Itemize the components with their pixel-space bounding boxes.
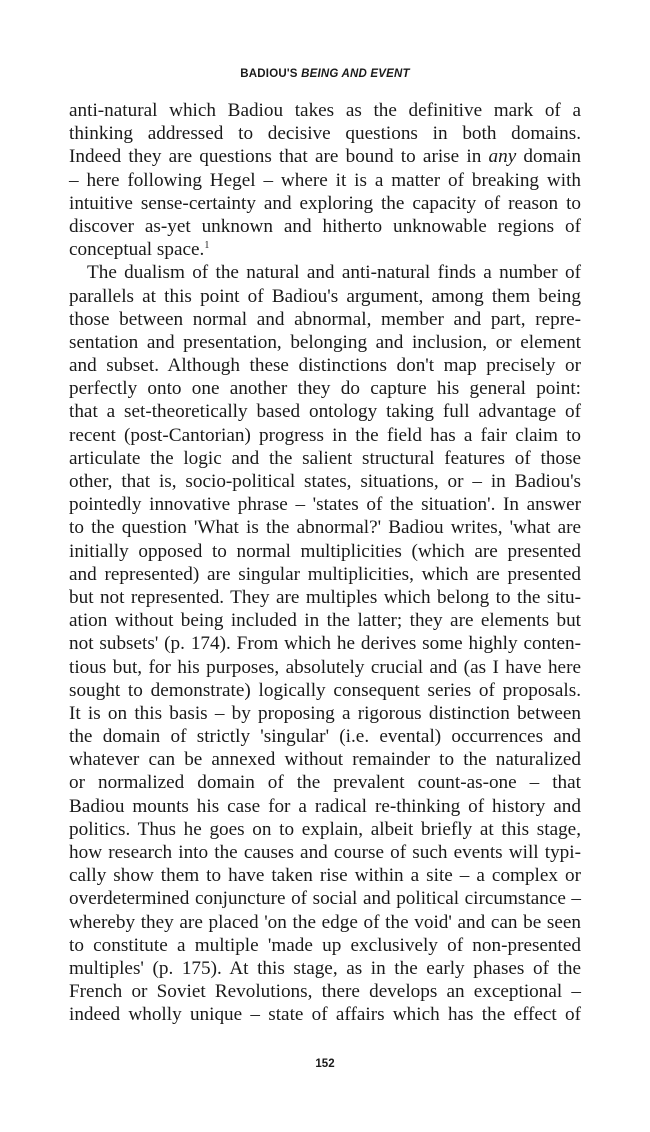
text-line: – here following Hegel – where it is a matter of breaking with [69,169,581,191]
text-line: those between normal and abnormal, member and part, repre- [69,308,581,330]
text-line: other, that is, socio-political states, situations, or – in Badiou's [69,471,581,492]
text-line: multiples' (p. 175). At this stage, as in the early phases of the [69,957,581,979]
text-line: overdetermined conjuncture of social and political circumstance – [69,888,581,910]
emphasis: any [488,146,517,168]
text-line: but not represented. They are multiples which belong to the situ- [69,586,581,608]
text-line: recent (post-Cantorian) progress in the field has a fair claim to [69,424,581,446]
text-line: whereby they are placed 'on the edge of the void' and can be seen [69,911,581,933]
text-line: French or Soviet Revolutions, there develops an exceptional – [69,981,581,1003]
body-text [69,99,581,1027]
text-line: and subset. Although these distinctions don't map precisely or [69,355,581,377]
text-span: conceptual space. [69,239,205,261]
page-number: 152 [315,1058,335,1070]
text-span: Indeed they are questions that are bound to arise in [69,146,489,168]
text-line: anti-natural which Badiou takes as the definitive mark of a [69,100,581,121]
footnote-reference[interactable]: 1 [204,240,210,252]
text-line [69,238,581,261]
paragraph-2 [69,261,581,1026]
text-line: thinking addressed to decisive questions in both domains. [69,123,581,145]
running-head-book-title: BEING AND EVENT [301,68,410,80]
text-line: or normalized domain of the prevalent count-as-one – that [69,772,581,794]
text-line: perfectly onto one another they do capture his general point: [69,378,581,400]
text-line: indeed wholly unique – state of affairs which has the effect of [69,1004,581,1026]
text-line: discover as-yet unknown and hitherto unknowable regions of [69,215,581,237]
text-line: sentation and presentation, belonging and inclusion, or element [69,331,581,353]
text-line: sought to demonstrate) logically consequent series of proposals. [69,679,581,701]
text-line: intuitive sense-certainty and exploring the capacity of reason to [69,192,581,214]
text-line: how research into the causes and course of such events will typi- [69,842,581,863]
text-line: to constitute a multiple 'made up exclusively of non-presented [69,934,581,956]
text-line: not subsets' (p. 174). From which he derives some highly conten- [69,633,581,655]
text-line: initially opposed to normal multiplicities (which are presented [69,540,581,562]
text-line: Badiou mounts his case for a radical re-thinking of history and [69,795,581,817]
text-line: parallels at this point of Badiou's argument, among them being [69,285,581,307]
text-line: politics. Thus he goes on to explain, albeit briefly at this stage, [69,818,581,840]
text-line: that a set-theoretically based ontology taking full advantage of [69,401,581,423]
text-line: tious but, for his purposes, absolutely crucial and (as I have here [69,656,581,678]
text-line: articulate the logic and the salient structural features of those [69,447,581,469]
text-line: whatever can be annexed without remainder to the naturalized [69,749,581,771]
text-line: to the question 'What is the abnormal?' Badiou writes, 'what are [69,517,581,539]
text-line: The dualism of the natural and anti-natural finds a number of [87,262,581,284]
paragraph-1 [69,99,581,261]
text-line: the domain of strictly 'singular' (i.e. evental) occurrences and [69,726,581,748]
text-line [69,145,581,168]
text-line: and represented) are singular multiplicities, which are presented [69,563,581,585]
text-line: cally show them to have taken rise within a site – a complex or [69,865,581,887]
text-line: pointedly innovative phrase – 'states of the situation'. In answer [69,494,581,516]
text-line: It is on this basis – by proposing a rigorous distinction between [69,702,581,724]
text-line: ation without being included in the latter; they are elements but [69,610,581,632]
running-head-author: BADIOU'S [240,68,302,80]
running-head [0,66,650,82]
text-span: domain [516,146,581,168]
